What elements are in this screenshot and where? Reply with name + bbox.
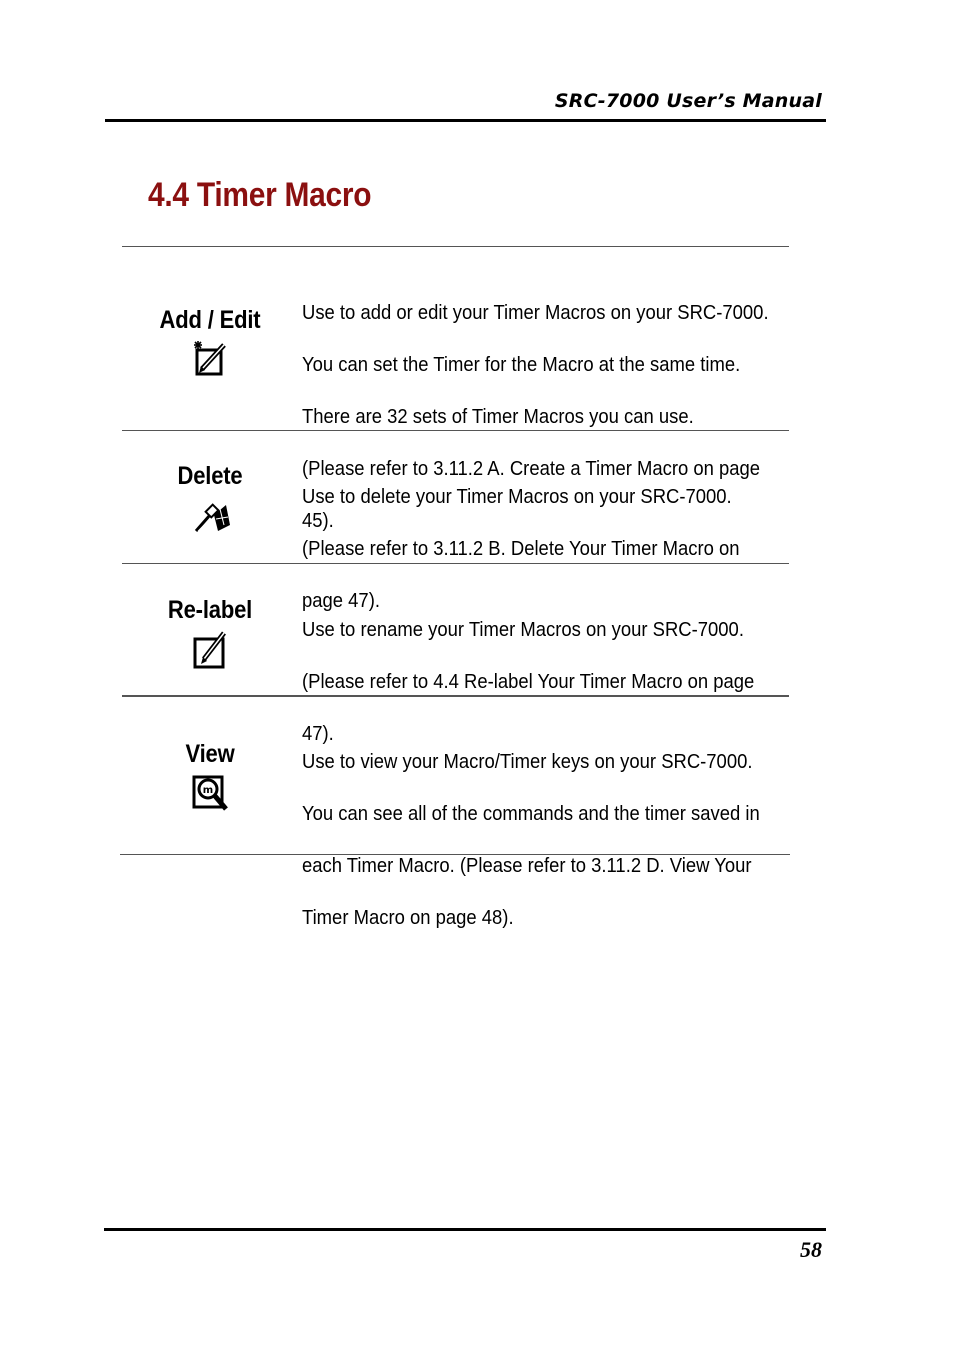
command-delete [120, 462, 300, 535]
manual-title: SRC-7000 User’s Manual [554, 90, 822, 112]
description-line: Use to delete your Timer Macros on your SRC-7000. [302, 485, 732, 508]
table-rule [122, 246, 789, 247]
description-view [302, 723, 770, 957]
command-view [120, 740, 300, 813]
description-line: 47). [302, 722, 334, 745]
footer-rule [104, 1228, 826, 1231]
command-label: View [185, 740, 235, 768]
description-line: page 47). [302, 589, 380, 612]
header-rule [105, 119, 826, 122]
description-line: You can set the Timer for the Macro at the same time. [302, 353, 741, 376]
description-line: Use to add or edit your Timer Macros on your SRC-7000. [302, 301, 769, 324]
description-line: (Please refer to 4.4 Re-label Your Timer Macro on page [302, 670, 755, 693]
description-line: each Timer Macro. (Please refer to 3.11.2 D. View Your [302, 854, 752, 877]
svg-text:m: m [202, 785, 214, 796]
command-relabel [120, 596, 300, 669]
description-line: You can see all of the commands and the timer saved in [302, 802, 760, 825]
delete-brush-icon [188, 495, 232, 535]
section-title: 4.4 Timer Macro [148, 176, 372, 214]
view-magnifier-icon [188, 773, 232, 813]
command-label: Re-label [167, 596, 253, 624]
description-line: Timer Macro on page 48). [302, 906, 514, 929]
command-label: Delete [177, 462, 243, 490]
table-rule [122, 430, 789, 431]
relabel-pencil-icon [188, 629, 232, 669]
table-rule [122, 563, 789, 564]
description-line: There are 32 sets of Timer Macros you can use. [302, 405, 694, 428]
page-number: 58 [800, 1237, 822, 1262]
command-label: Add / Edit [159, 306, 261, 334]
table-rule [120, 854, 790, 855]
description-line: 45). [302, 509, 334, 532]
description-line: Use to rename your Timer Macros on your SRC-7000. [302, 618, 744, 641]
description-line: Use to view your Macro/Timer keys on your SRC-7000. [302, 750, 753, 773]
description-line: (Please refer to 3.11.2 B. Delete Your Timer Macro on [302, 537, 740, 560]
add-edit-icon [188, 339, 232, 379]
table-rule [122, 695, 789, 697]
description-line: (Please refer to 3.11.2 A. Create a Timer Macro on page [302, 457, 761, 480]
command-add-edit [120, 306, 300, 379]
